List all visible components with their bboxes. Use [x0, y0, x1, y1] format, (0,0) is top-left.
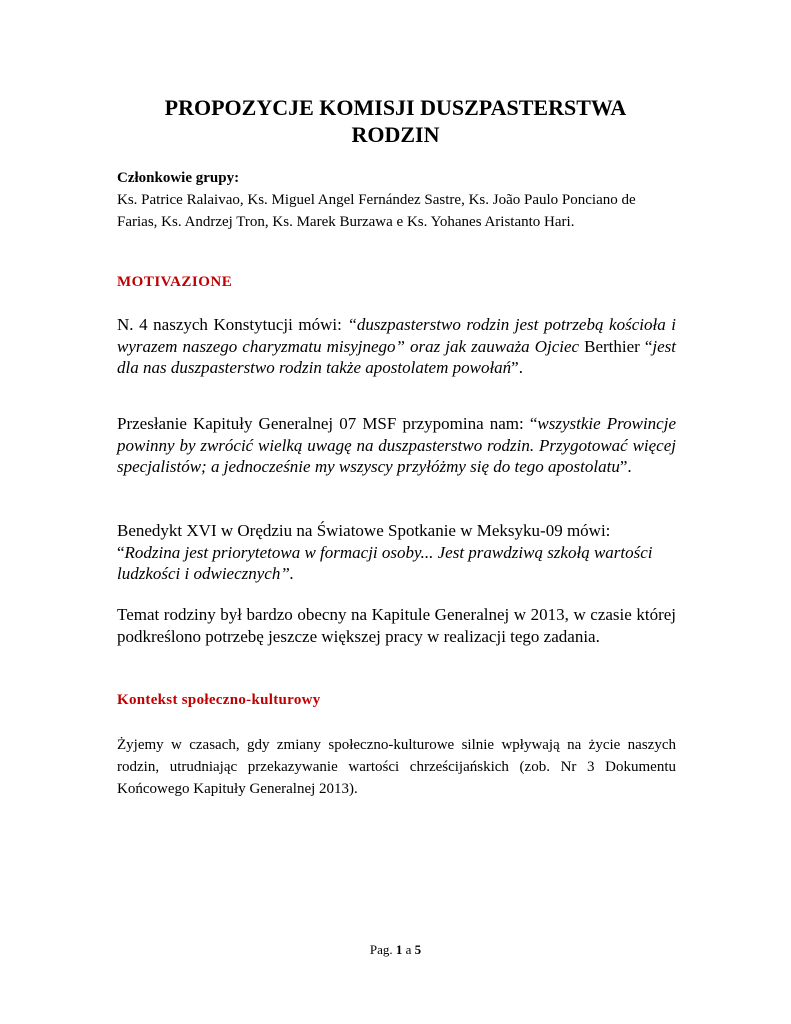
- motivation-paragraph-2: [117, 413, 676, 478]
- context-heading: Kontekst społeczno-kulturowy: [117, 692, 321, 708]
- p3-quote-benedict: Rodzina jest priorytetowa w formacji osoby... Jest prawdziwą szkołą wartości ludzkości i odwiecznych”.: [117, 542, 653, 583]
- page-title-line-2: RODZIN: [351, 122, 440, 147]
- motivation-paragraph-4: Temat rodziny był bardzo obecny na Kapitule Generalnej w 2013, w czasie której podkreślono potrzebę jeszcze większej pracy w realizacji tego zadania.: [117, 605, 676, 646]
- footer-total-pages: 5: [414, 942, 422, 957]
- page-title: [0, 94, 791, 148]
- p1-text-a: N. 4 naszych Konstytucji mówi:: [117, 315, 348, 334]
- members-list: Ks. Patrice Ralaivao, Ks. Miguel Angel Fernández Sastre, Ks. João Paulo Ponciano de Farias, Ks. Andrzej Tron, Ks. Marek Burzawa e Ks. Yohanes Aristanto Hari.: [117, 192, 636, 230]
- motivation-paragraph-3: [117, 520, 676, 585]
- motivation-paragraph-1: [117, 314, 676, 379]
- footer-current-page: 1: [395, 942, 403, 957]
- members-label: Członkowie grupy:: [117, 170, 240, 186]
- page-footer: [0, 942, 791, 958]
- motivation-heading: MOTIVAZIONE: [117, 274, 233, 290]
- p1-quote-berthier: jest dla nas duszpasterstwo rodzin także apostolatem powołań: [117, 336, 676, 377]
- p2-text-c: ”.: [619, 457, 632, 476]
- p3-text-a: Benedykt XVI w Orędziu na Światowe Spotkanie w Meksyku-09 mówi: “: [117, 521, 611, 562]
- p1-text-e: ”.: [511, 358, 523, 377]
- page-title-line-1: PROPOZYCJE KOMISJI DUSZPASTERSTWA: [164, 95, 627, 120]
- footer-prefix: Pag.: [369, 942, 396, 957]
- footer-separator: a: [402, 942, 415, 957]
- context-paragraph-1: Żyjemy w czasach, gdy zmiany społeczno-kulturowe silnie wpływają na życie naszych rodzin, utrudniając przekazywanie wartości chrześcijańskich (zob. Nr 3 Dokumentu Końcowego Kapituły Generalnej 2013).: [117, 737, 676, 797]
- p2-text-a: Przesłanie Kapituły Generalnej 07 MSF przypomina nam: “: [117, 414, 538, 433]
- p1-quote-constitution: “duszpasterstwo rodzin jest potrzebą kościoła i wyrazem naszego charyzmatu misyjnego” oraz jak zauważa Ojciec: [117, 315, 677, 356]
- p1-text-c: Berthier “: [579, 336, 653, 356]
- p2-quote-chapter: wszystkie Prowincje powinny by zwrócić wielką uwagę na duszpasterstwo rodzin. Przygotować więcej specjalistów; a jednocześnie my wszyscy przyłóżmy się do tego apostolatu: [117, 414, 676, 476]
